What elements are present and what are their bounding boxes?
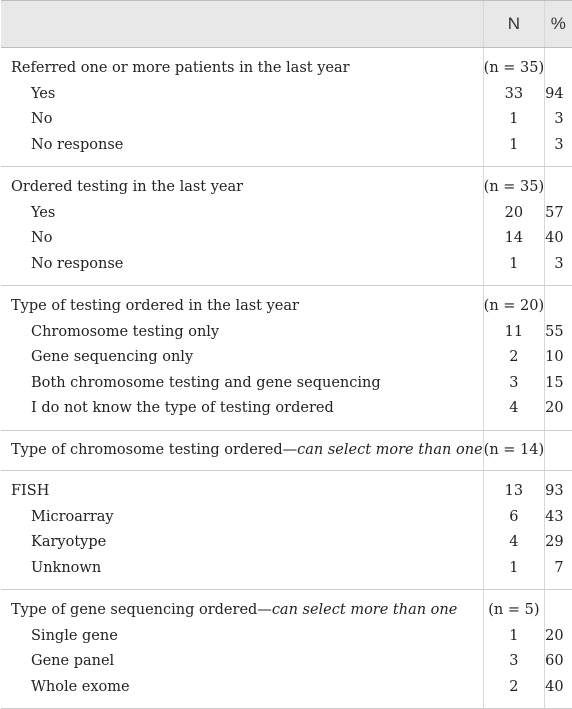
section-n: (n = 5) [483,590,544,624]
row-n: 33 [483,82,544,108]
section-title-italic: can select more than one [271,602,458,618]
table-header [1,1,572,48]
section-pct [545,590,572,624]
row-pct: 40 [545,226,572,252]
row-label: Yes [31,85,56,102]
section-title-row [1,167,572,201]
row-n: 20 [483,201,544,227]
row-n: 11 [483,320,544,346]
row-n: 4 [483,396,544,430]
table-row [1,371,572,397]
row-pct: 57 [545,201,572,227]
table-row [1,530,572,556]
row-n: 2 [483,675,544,709]
table-row [1,396,572,430]
row-label: No response [31,255,124,272]
section-title: Type of testing ordered in the last year [11,298,299,314]
table-row [1,649,572,675]
section-title: Referred one or more patients in the last year [11,60,350,76]
results-table [1,0,572,709]
section-referred [1,48,572,167]
section-n: (n = 35) [483,167,544,201]
table-row [1,624,572,650]
section-title-main: Type of chromosome testing ordered— [11,441,298,458]
row-label: Gene panel [31,653,115,669]
section-n: (n = 14) [483,430,544,471]
row-label: Yes [31,204,56,221]
table-row [1,505,572,531]
section-title-row [1,430,572,471]
section-chromosome-testing [1,430,572,471]
section-title-row [1,590,572,624]
section-title: FISH [11,483,50,499]
header-label [1,1,483,48]
section-title [1,430,483,471]
section-gene-sequencing [1,590,572,709]
section-pct: 93 [545,471,572,505]
row-pct: 15 [545,371,572,397]
row-n: 1 [483,556,544,590]
section-title-row [1,471,572,505]
row-pct: 10 [545,345,572,371]
table-row [1,82,572,108]
section-ordered-testing [1,167,572,286]
row-label: No [31,230,53,246]
row-pct: 40 [545,675,572,709]
table-row [1,345,572,371]
row-pct: 29 [545,530,572,556]
section-pct [545,430,572,471]
section-title-italic: can select more than one [297,441,483,458]
row-n: 1 [483,252,544,286]
row-label: Whole exome [31,678,130,695]
header-pct: % [545,1,572,48]
table-row [1,252,572,286]
section-pct [545,286,572,320]
row-label: No [31,111,53,127]
table-row [1,133,572,167]
row-n: 3 [483,649,544,675]
row-label: Microarray [31,508,114,525]
row-pct: 43 [545,505,572,531]
row-pct: 7 [545,556,572,590]
row-n: 1 [483,624,544,650]
section-title-row [1,286,572,320]
table-row [1,675,572,709]
section-pct [545,48,572,82]
section-title: Ordered testing in the last year [11,179,244,195]
row-pct: 3 [545,252,572,286]
row-pct: 55 [545,320,572,346]
row-label: Karyotype [31,534,107,550]
row-label: Unknown [31,559,102,576]
header-n: N [483,1,544,48]
section-n: 13 [483,471,544,505]
table-row [1,226,572,252]
row-pct: 3 [545,107,572,133]
section-pct [545,167,572,201]
table-row [1,320,572,346]
row-n: 1 [483,107,544,133]
row-pct: 3 [545,133,572,167]
row-label: Gene sequencing only [31,349,194,365]
row-n: 3 [483,371,544,397]
row-pct: 20 [545,624,572,650]
table-row [1,556,572,590]
row-pct: 94 [545,82,572,108]
row-label: No response [31,136,124,153]
row-n: 6 [483,505,544,531]
row-pct: 60 [545,649,572,675]
section-title [1,590,483,624]
section-n: (n = 20) [483,286,544,320]
row-pct: 20 [545,396,572,430]
row-n: 1 [483,133,544,167]
row-label: Both chromosome testing and gene sequencing [31,374,381,391]
section-title-main: Type of gene sequencing ordered— [11,602,272,618]
section-fish [1,471,572,590]
row-label: Single gene [31,627,118,644]
section-type-of-testing [1,286,572,431]
table-row [1,201,572,227]
row-n: 14 [483,226,544,252]
row-label: Chromosome testing only [31,323,220,340]
section-n: (n = 35) [483,48,544,82]
table-row [1,107,572,133]
row-label: I do not know the type of testing ordered [31,400,334,416]
row-n: 4 [483,530,544,556]
section-title-row [1,48,572,82]
row-n: 2 [483,345,544,371]
